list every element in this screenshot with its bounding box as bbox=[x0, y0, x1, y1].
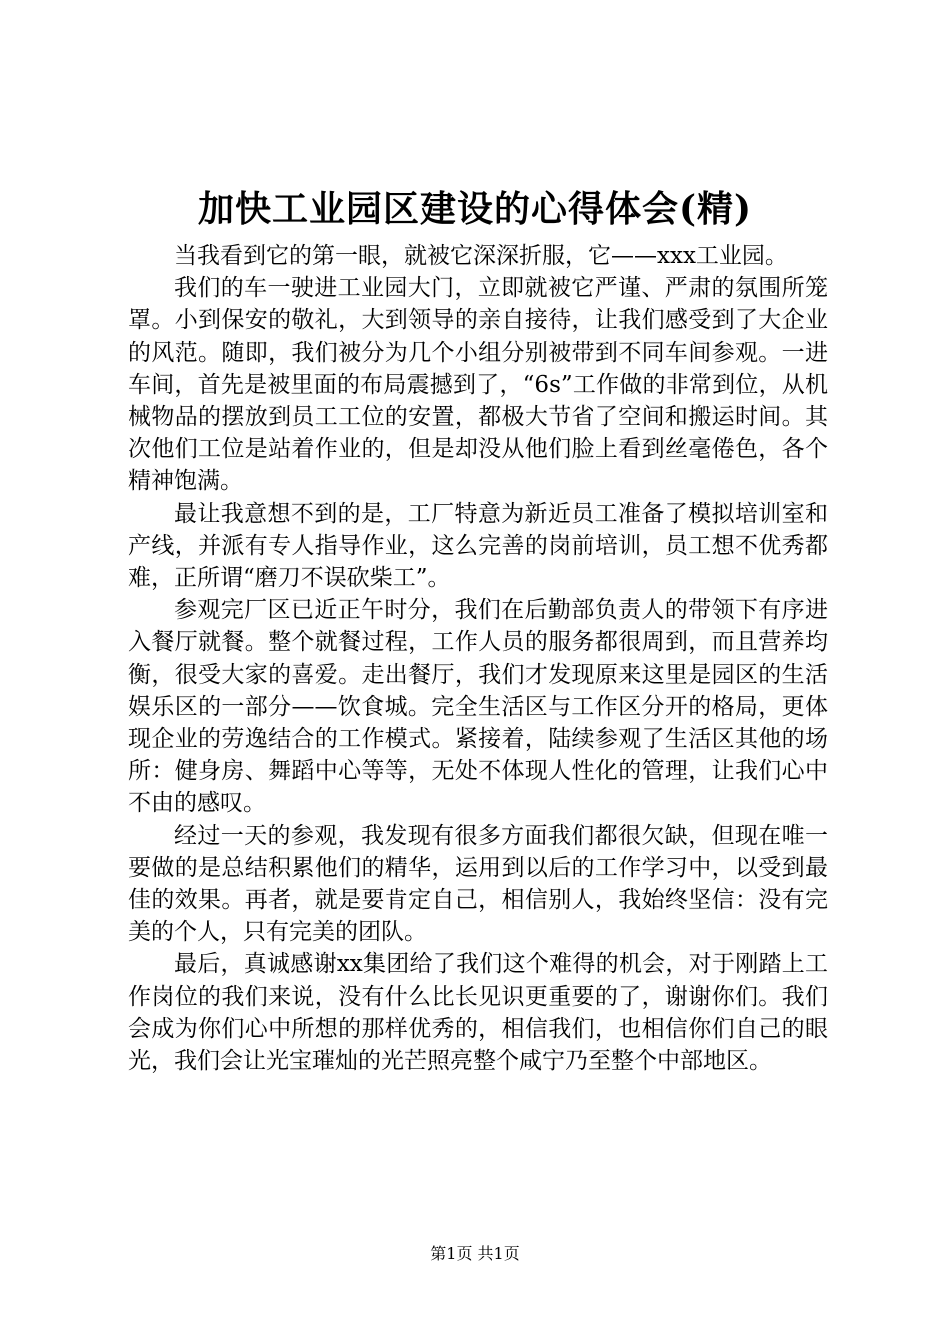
paragraph-1: 当我看到它的第一眼，就被它深深折服，它——xxx工业园。 bbox=[174, 243, 788, 269]
paragraph-2: 我们的车一驶进工业园大门，立即就被它严谨、严肃的氛围所笼罩。小到保安的敬礼，大到领导的亲自接待，让我们感受到了大企业的风范。随即，我们被分为几个小组分别被带到不同车间参观。一进车间，首先是被里面的布局震撼到了，“6s”工作做的非常到位，从机械物品的摆放到员工工位的安置，都极大节省了空间和搬运时间。其次他们工位是站着作业的，但是却没从他们脸上看到丝毫倦色，各个精神饱满。 bbox=[128, 275, 828, 495]
document-body bbox=[128, 240, 828, 1077]
paragraph-4: 参观完厂区已近正午时分，我们在后勤部负责人的带领下有序进入餐厅就餐。整个就餐过程，工作人员的服务都很周到，而且营养均衡，很受大家的喜爱。走出餐厅，我们才发现原来这里是园区的生活娱乐区的一部分——饮食城。完全生活区与工作区分开的格局，更体现企业的劳逸结合的工作模式。紧接着，陆续参观了生活区其他的场所：健身房、舞蹈中心等等，无处不体现人性化的管理，让我们心中不由的感叹。 bbox=[128, 597, 828, 817]
paragraph-5: 经过一天的参观，我发现有很多方面我们都很欠缺，但现在唯一要做的是总结积累他们的精华，运用到以后的工作学习中，以受到最佳的效果。再者，就是要肯定自己，相信别人，我始终坚信：没有完美的个人，只有完美的团队。 bbox=[128, 822, 828, 946]
document-title: 加快工业园区建设的心得体会(精) bbox=[197, 188, 753, 230]
page-number-footer: 第1页 共1页 bbox=[430, 1244, 520, 1263]
paragraph-3: 最让我意想不到的是，工厂特意为新近员工准备了模拟培训室和产线，并派有专人指导作业，这么完善的岗前培训，员工想不优秀都难，正所谓“磨刀不误砍柴工”。 bbox=[128, 500, 828, 592]
paragraph-6: 最后，真诚感谢xx集团给了我们这个难得的机会，对于刚踏上工作岗位的我们来说，没有什么比长见识更重要的了，谢谢你们。我们会成为你们心中所想的那样优秀的，相信我们，也相信你们自己的眼光，我们会让光宝璀灿的光芒照亮整个咸宁乃至整个中部地区。 bbox=[128, 951, 828, 1075]
